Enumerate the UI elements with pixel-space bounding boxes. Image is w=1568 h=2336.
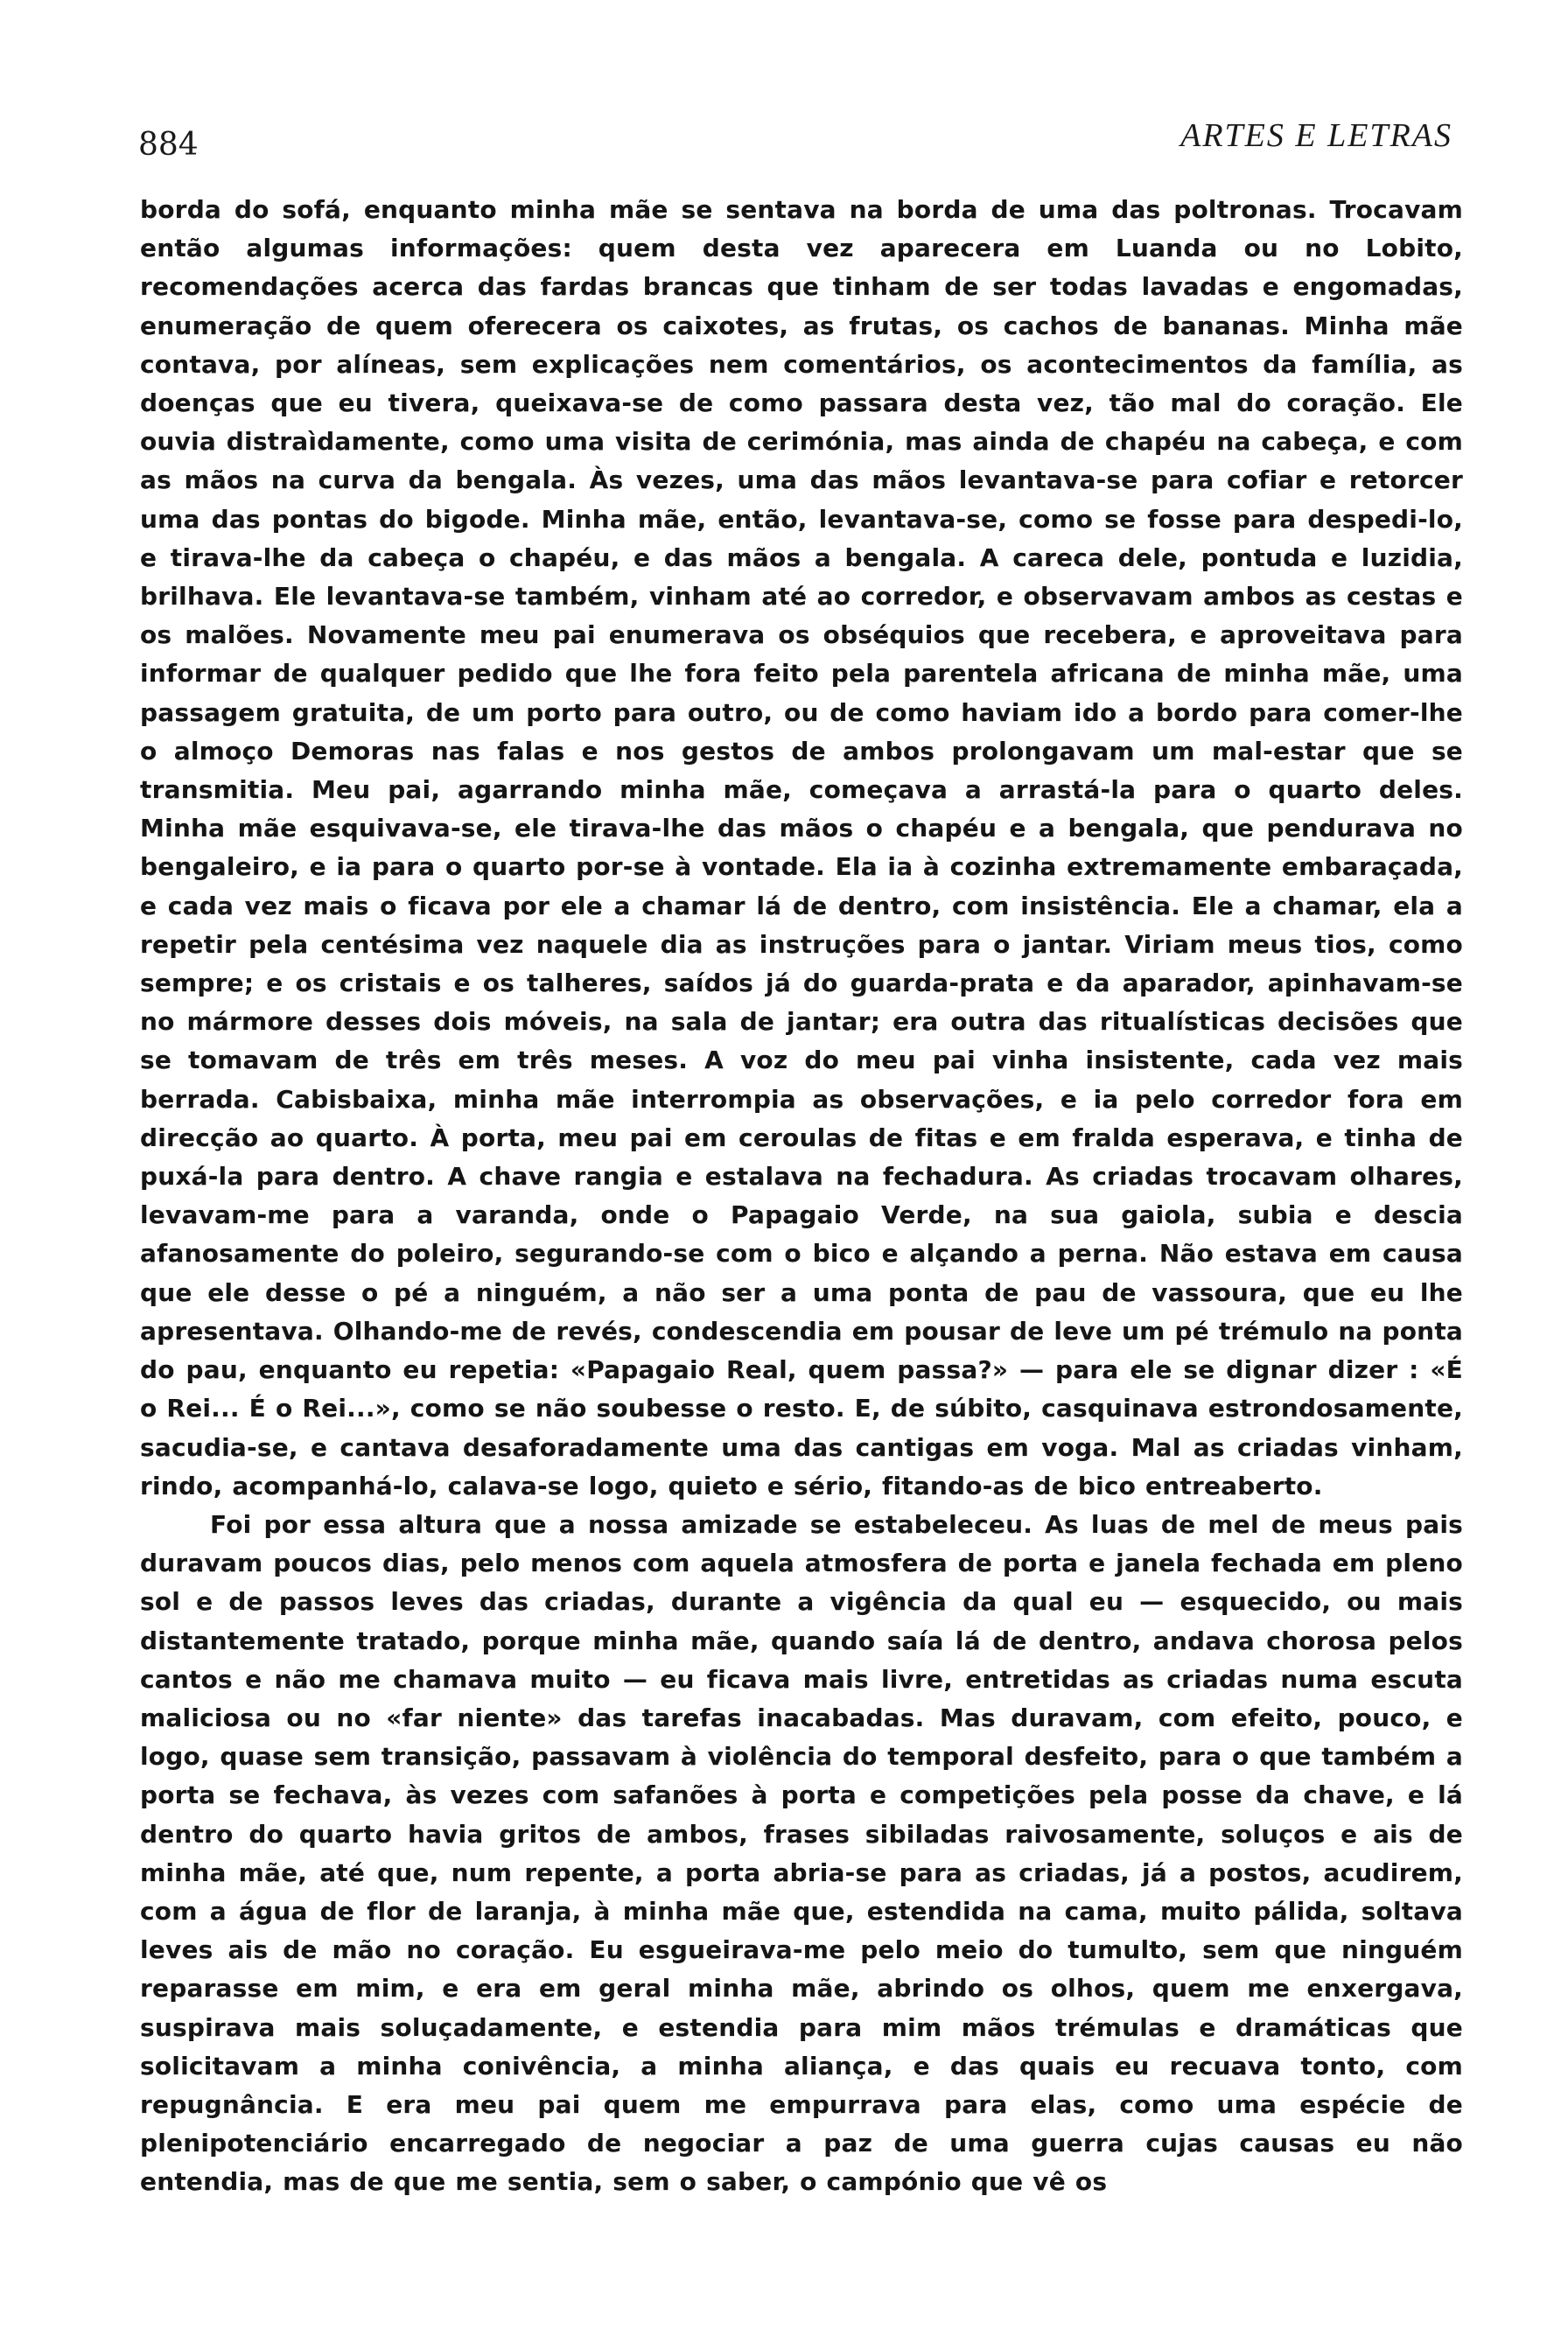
paragraph: borda do sofá, enquanto minha mãe se sentava na borda de uma das poltronas. Trocavam então algumas informações: quem desta vez aparecera em Luanda ou no Lobito, recomendações acerca das fardas brancas que tinham de ser todas lavadas e engomadas, enumeração de quem oferecera os caixotes, as frutas, os cachos de bananas. Minha mãe contava, por alíneas, sem explicações nem comentários, os acontecimentos da família, as doenças que eu tivera, queixava-se de como passara desta vez, tão mal do coração. Ele ouvia distraìdamente, como uma visita de cerimónia, mas ainda de chapéu na cabeça, e com as mãos na curva da bengala. Às vezes, uma das mãos levantava-se para cofiar e retorcer uma das pontas do bigode. Minha mãe, então, levantava-se, como se fosse para despedi-lo, e tirava-lhe da cabeça o chapéu, e das mãos a bengala. A careca dele, pontuda e luzidia, brilhava. Ele levantava-se também, vinham até ao corredor, e observavam ambos as cestas e os malões. Novamente meu pai enumerava os obséquios que recebera, e aproveitava para informar de qualquer pedido que lhe fora feito pela parentela africana de minha mãe, uma passagem gratuita, de um porto para outro, ou de como haviam ido a bordo para comer-lhe o almoço Demoras nas falas e nos gestos de ambos prolongavam um mal-estar que se transmitia. Meu pai, agarrando minha mãe, começava a arrastá-la para o quarto deles. Minha mãe esquivava-se, ele tirava-lhe das mãos o chapéu e a bengala, que pendurava no bengaleiro, e ia para o quarto por-se à vontade. Ela ia à cozinha extremamente embaraçada, e cada vez mais o ficava por ele a chamar lá de dentro, com insistência. Ele a chamar, ela a repetir pela centésima vez naquele dia as instruções para o jantar. Viriam meus tios, como sempre; e os cristais e os talheres, saídos já do guarda-prata e da aparador, apinhavam-se no mármore desses dois móveis, na sala de jantar; era outra das ritualísticas decisões que se tomavam de três em três meses. A voz do meu pai vinha insistente, cada vez mais berrada. Cabisbaixa, minha mãe interrompia as observações, e ia pelo corredor fora em direcção ao quarto. À porta, meu pai em ceroulas de fitas e em fralda esperava, e tinha de puxá-la para dentro. A chave rangia e estalava na fechadura. As criadas trocavam olhares, levavam-me para a varanda, onde o Papagaio Verde, na sua gaiola, subia e descia afanosamente do poleiro, segurando-se com o bico e alçando a perna. Não estava em causa que ele desse o pé a ninguém, a não ser a uma ponta de pau de vassoura, que eu lhe apresentava. Olhando-me de revés, condescendia em pousar de leve um pé trémulo na ponta do pau, enquanto eu repetia: «Papagaio Real, quem passa?» — para ele se dignar dizer : «É o Rei... É o Rei...», como se não soubesse o resto. E, de súbito, casquinava estrondosamente, sacudia-se, e cantava desaforadamente uma das cantigas em voga. Mal as criadas vinham, rindo, acompanhá-lo, calava-se logo, quieto e sério, fitando-as de bico entreaberto. (140, 195, 1463, 1500)
page-number: 884 (138, 127, 199, 163)
paragraph: Foi por essa altura que a nossa amizade se estabeleceu. As luas de mel de meus pais duravam poucos dias, pelo menos com aquela atmosfera de porta e janela fechada em pleno sol e de passos leves das criadas, durante a vigência da qual eu — esquecido, ou mais distantemente tratado, porque minha mãe, quando saía lá de dentro, andava chorosa pelos cantos e não me chamava muito — eu ficava mais livre, entretidas as criadas numa escuta maliciosa ou no «far niente» das tarefas inacabadas. Mas duravam, com efeito, pouco, e logo, quase sem transição, passavam à violência do temporal desfeito, para o que também a porta se fechava, às vezes com safanões à porta e competições pela posse da chave, e lá dentro do quarto havia gritos de ambos, frases sibiladas raivosamente, soluços e ais de minha mãe, até que, num repente, a porta abria-se para as criadas, já a postos, acudirem, com a água de flor de laranja, à minha mãe que, estendida na cama, muito pálida, soltava leves ais de mão no coração. Eu esgueirava-me pelo meio do tumulto, sem que ninguém reparasse em mim, e era em geral minha mãe, abrindo os olhos, quem me enxergava, suspirava mais soluçadamente, e estendia para mim mãos trémulas e dramáticas que solicitavam a minha conivência, a minha aliança, e das quais eu recuava tonto, com repugnância. E era meu pai quem me empurrava para elas, como uma espécie de plenipotenciário encarregado de negociar a paz de uma guerra cujas causas eu não entendia, mas de que me sentia, sem o saber, o campónio que vê os (140, 1509, 1463, 2197)
running-head: ARTES E LETRAS (1180, 117, 1452, 154)
body-text (140, 191, 1463, 2202)
